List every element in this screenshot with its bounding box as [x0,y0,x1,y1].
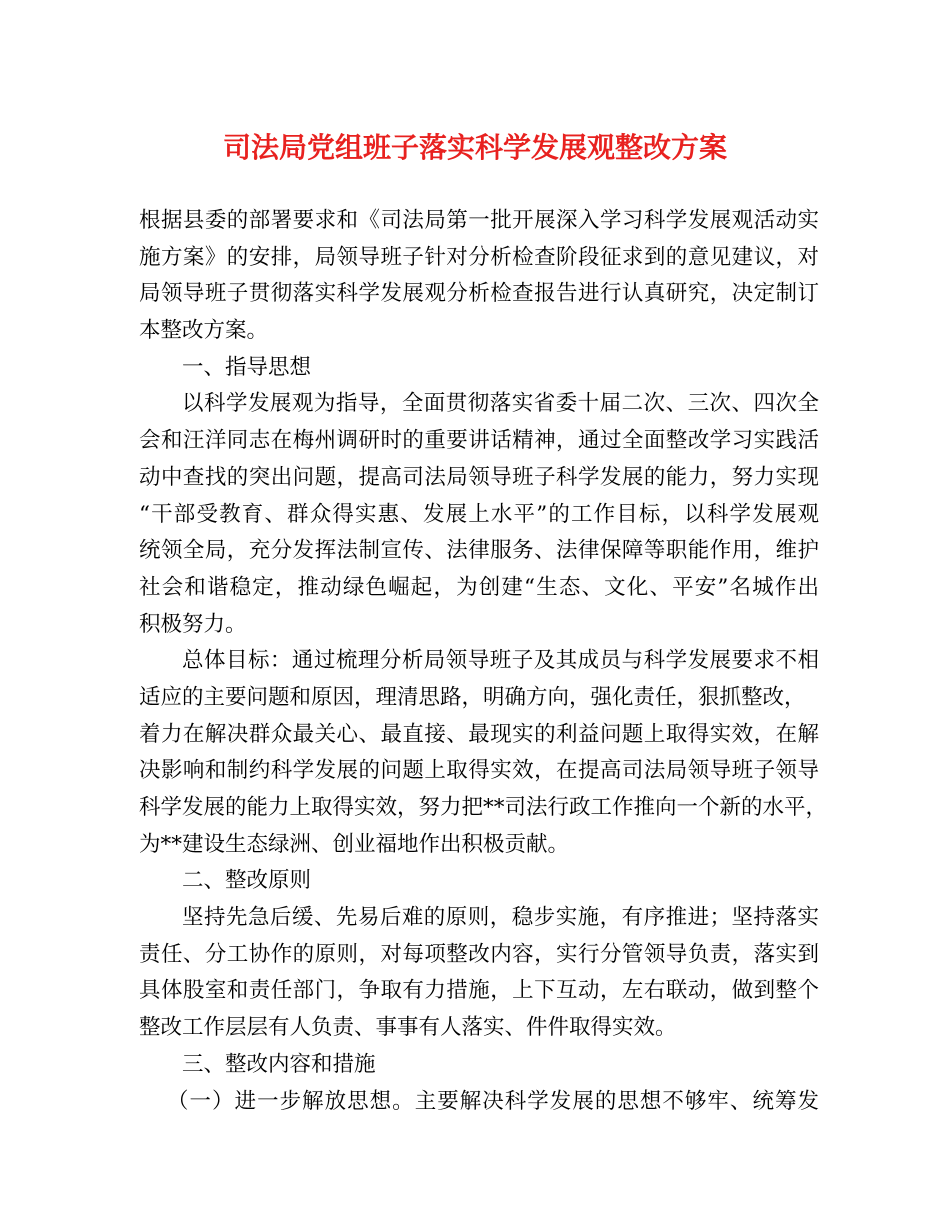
paragraph-line: 根据县委的部署要求和《司法局第一批开展深入学习科学发展观活动实 [139,208,819,233]
paragraph-line: （一）进一步解放思想。主要解决科学发展的思想不够牢、统筹发 [167,1088,819,1114]
paragraph-line: 施方案》的安排，局领导班子针对分析检查阶段征求到的意见建议，对 [139,244,819,270]
paragraph-line: 以科学发展观为指导，全面贯彻落实省委十届二次、三次、四次全 [182,391,819,417]
paragraph-line: 着力在解决群众最关心、最直接、最现实的利益问题上取得实效，在解 [139,721,819,747]
paragraph-line: 科学发展的能力上取得实效，努力把**司法行政工作推向一个新的水平， [139,795,828,820]
paragraph-line: 整改工作层层有人负责、事事有人落实、件件取得实效。 [139,1015,677,1041]
paragraph-line: 决影响和制约科学发展的问题上取得实效，在提高司法局领导班子领导 [139,758,819,784]
paragraph-line: 局领导班子贯彻落实科学发展观分析检查报告进行认真研究，决定制订 [139,281,819,307]
paragraph-line: 统领全局，充分发挥法制宣传、法律服务、法律保障等职能作用，维护 [139,538,819,564]
document-body [139,203,828,1120]
paragraph-line: 为**建设生态绿洲、创业福地作出积极贡献。 [139,831,570,857]
paragraph-line: 社会和谐稳定，推动绿色崛起，为创建“生态、文化、平安”名城作出 [139,574,819,600]
paragraph-line: “干部受教育、群众得实惠、发展上水平”的工作目标，以科学发展观 [139,501,819,527]
paragraph-line: 适应的主要问题和原因，理清思路，明确方向，强化责任，狠抓整改， [139,684,806,710]
section-heading: 三、整改内容和措施 [182,1051,376,1077]
paragraph-line: 总体目标：通过梳理分析局领导班子及其成员与科学发展要求不相 [182,648,819,674]
paragraph-line: 具体股室和责任部门，争取有力措施，上下互动，左右联动，做到整个 [139,978,819,1004]
section-heading: 二、整改原则 [182,868,312,894]
paragraph-line: 坚持先急后缓、先易后难的原则，稳步实施，有序推进；坚持落实 [182,905,819,931]
paragraph-line: 积极努力。 [139,611,247,637]
paragraph-line: 会和汪洋同志在梅州调研时的重要讲话精神，通过全面整改学习实践活 [139,428,819,454]
paragraph-line: 本整改方案。 [139,318,269,344]
paragraph-line: 责任、分工协作的原则，对每项整改内容，实行分管领导负责，落实到 [139,941,819,967]
paragraph-line: 动中查找的突出问题，提高司法局领导班子科学发展的能力，努力实现 [139,464,819,490]
document-title: 司法局党组班子落实科学发展观整改方案 [222,131,727,164]
section-heading: 一、指导思想 [182,354,312,380]
